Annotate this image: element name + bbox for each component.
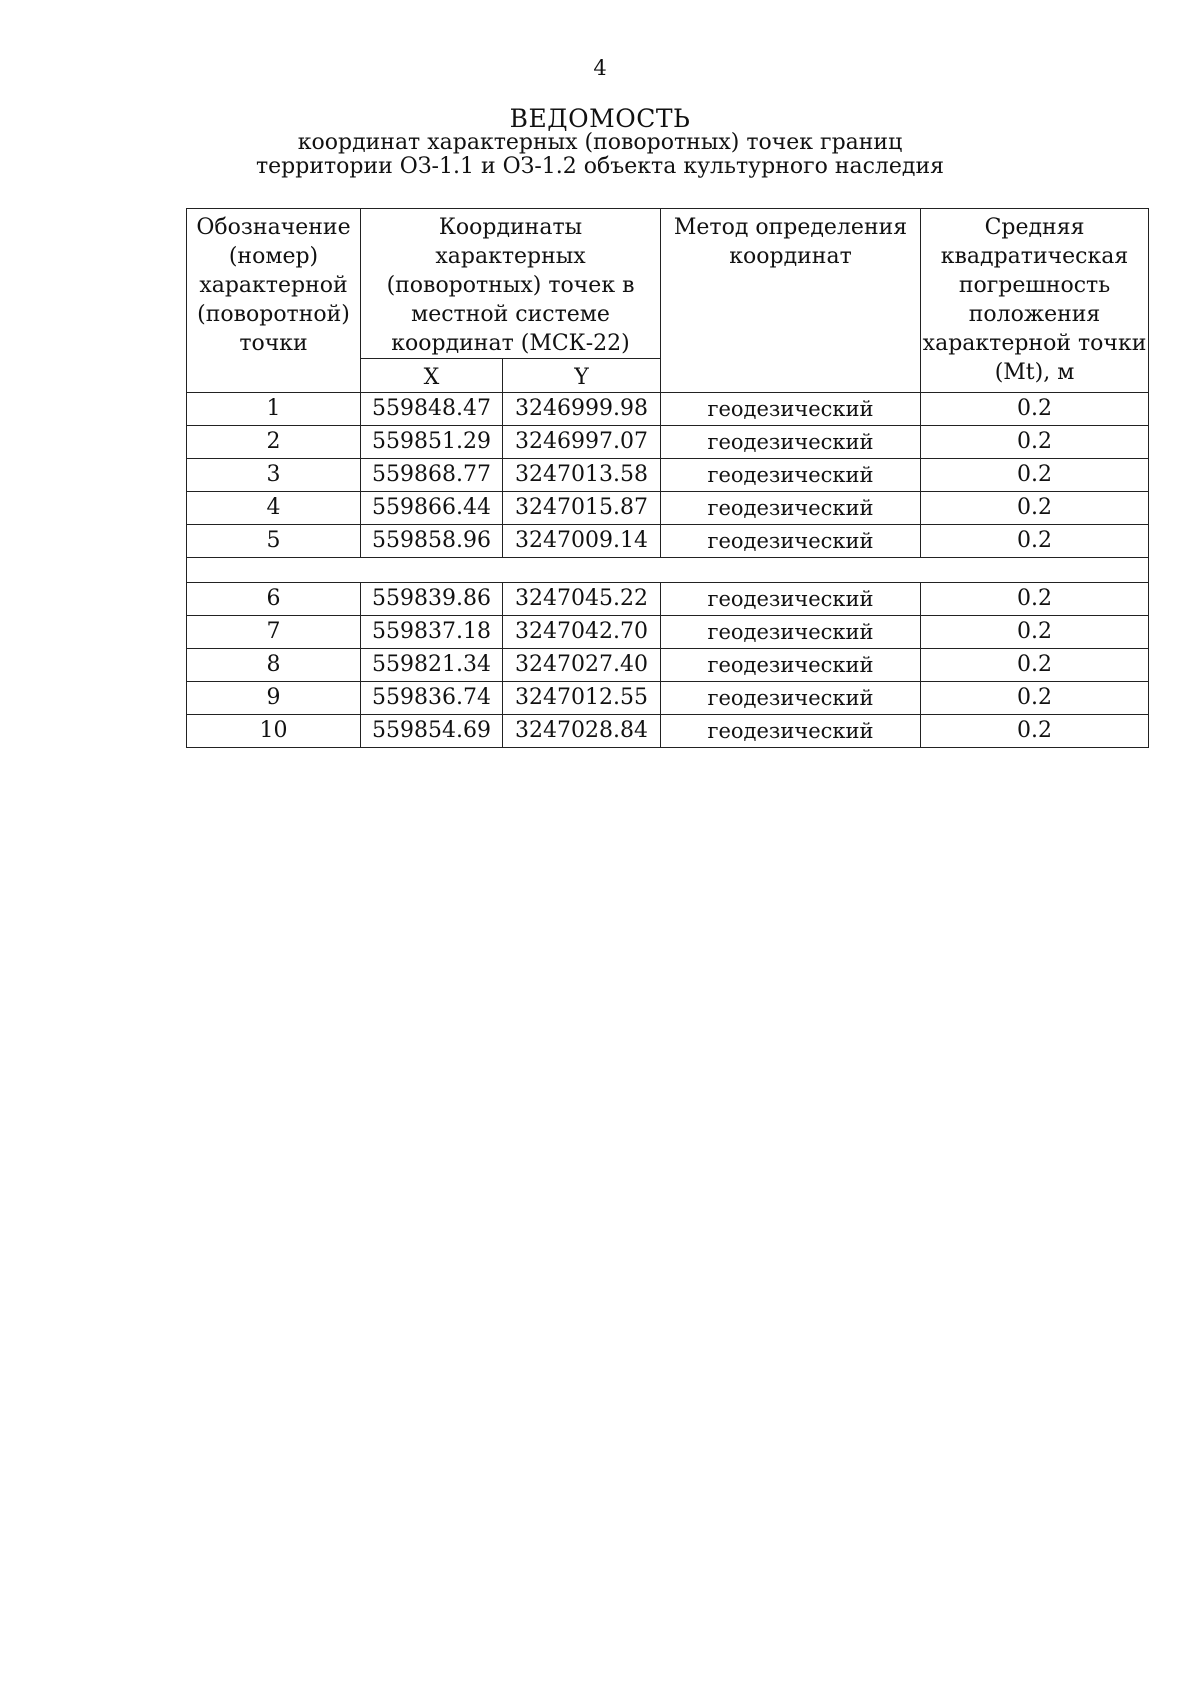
document-subtitle-line-2: территории ОЗ-1.1 и ОЗ-1.2 объекта культурного наследия — [255, 154, 945, 179]
table-header — [187, 209, 1149, 393]
point-number: 4 — [187, 492, 361, 525]
table-row — [187, 616, 1149, 649]
table-separator-row — [187, 558, 1149, 583]
point-number: 10 — [187, 715, 361, 748]
table-row — [187, 715, 1149, 748]
coordinate-y: 3247015.87 — [503, 492, 661, 525]
table-row — [187, 583, 1149, 616]
method: геодезический — [661, 715, 921, 748]
coordinate-x: 559848.47 — [361, 393, 503, 426]
mean-error: 0.2 — [921, 715, 1149, 748]
coordinate-x: 559858.96 — [361, 525, 503, 558]
coordinate-x: 559837.18 — [361, 616, 503, 649]
coordinates-table — [186, 208, 1149, 748]
method: геодезический — [661, 426, 921, 459]
mean-error: 0.2 — [921, 682, 1149, 715]
coordinate-x: 559821.34 — [361, 649, 503, 682]
coordinate-x: 559839.86 — [361, 583, 503, 616]
point-number: 8 — [187, 649, 361, 682]
page-number: 4 — [593, 56, 607, 80]
method: геодезический — [661, 525, 921, 558]
mean-error: 0.2 — [921, 583, 1149, 616]
coordinate-y: 3246997.07 — [503, 426, 661, 459]
empty-separator-cell — [187, 558, 1149, 583]
header-x: X — [361, 359, 503, 393]
point-number: 6 — [187, 583, 361, 616]
coordinate-x: 559836.74 — [361, 682, 503, 715]
method: геодезический — [661, 649, 921, 682]
table-row — [187, 649, 1149, 682]
point-number: 5 — [187, 525, 361, 558]
coordinate-y: 3247009.14 — [503, 525, 661, 558]
table-row — [187, 426, 1149, 459]
point-number: 9 — [187, 682, 361, 715]
method: геодезический — [661, 682, 921, 715]
coordinate-y: 3247013.58 — [503, 459, 661, 492]
method: геодезический — [661, 459, 921, 492]
header-designation: Обозначение (номер) характерной (поворотной) точки — [187, 209, 361, 393]
coordinate-x: 559854.69 — [361, 715, 503, 748]
header-error: Средняя квадратическая погрешность положения характерной точки (Mt), м — [921, 209, 1149, 393]
mean-error: 0.2 — [921, 492, 1149, 525]
coordinate-y: 3247012.55 — [503, 682, 661, 715]
method: геодезический — [661, 492, 921, 525]
method: геодезический — [661, 393, 921, 426]
document-subtitle-line-1: координат характерных (поворотных) точек границ — [297, 130, 903, 155]
table-row — [187, 525, 1149, 558]
table-row — [187, 492, 1149, 525]
coordinate-y: 3247045.22 — [503, 583, 661, 616]
header-method: Метод определения координат — [661, 209, 921, 393]
mean-error: 0.2 — [921, 649, 1149, 682]
point-number: 2 — [187, 426, 361, 459]
coordinate-y: 3247028.84 — [503, 715, 661, 748]
coordinate-y: 3246999.98 — [503, 393, 661, 426]
mean-error: 0.2 — [921, 459, 1149, 492]
point-number: 3 — [187, 459, 361, 492]
coordinate-y: 3247042.70 — [503, 616, 661, 649]
header-y: Y — [503, 359, 661, 393]
coordinate-y: 3247027.40 — [503, 649, 661, 682]
method: геодезический — [661, 616, 921, 649]
mean-error: 0.2 — [921, 525, 1149, 558]
point-number: 1 — [187, 393, 361, 426]
header-coordinates: Координаты характерных (поворотных) точек в местной системе координат (МСК-22) — [361, 209, 661, 359]
coordinate-x: 559866.44 — [361, 492, 503, 525]
table-row — [187, 393, 1149, 426]
mean-error: 0.2 — [921, 616, 1149, 649]
mean-error: 0.2 — [921, 426, 1149, 459]
table-row — [187, 459, 1149, 492]
coordinate-x: 559851.29 — [361, 426, 503, 459]
method: геодезический — [661, 583, 921, 616]
coordinate-x: 559868.77 — [361, 459, 503, 492]
mean-error: 0.2 — [921, 393, 1149, 426]
document-title: ВЕДОМОСТЬ — [509, 104, 691, 133]
table-row — [187, 682, 1149, 715]
point-number: 7 — [187, 616, 361, 649]
